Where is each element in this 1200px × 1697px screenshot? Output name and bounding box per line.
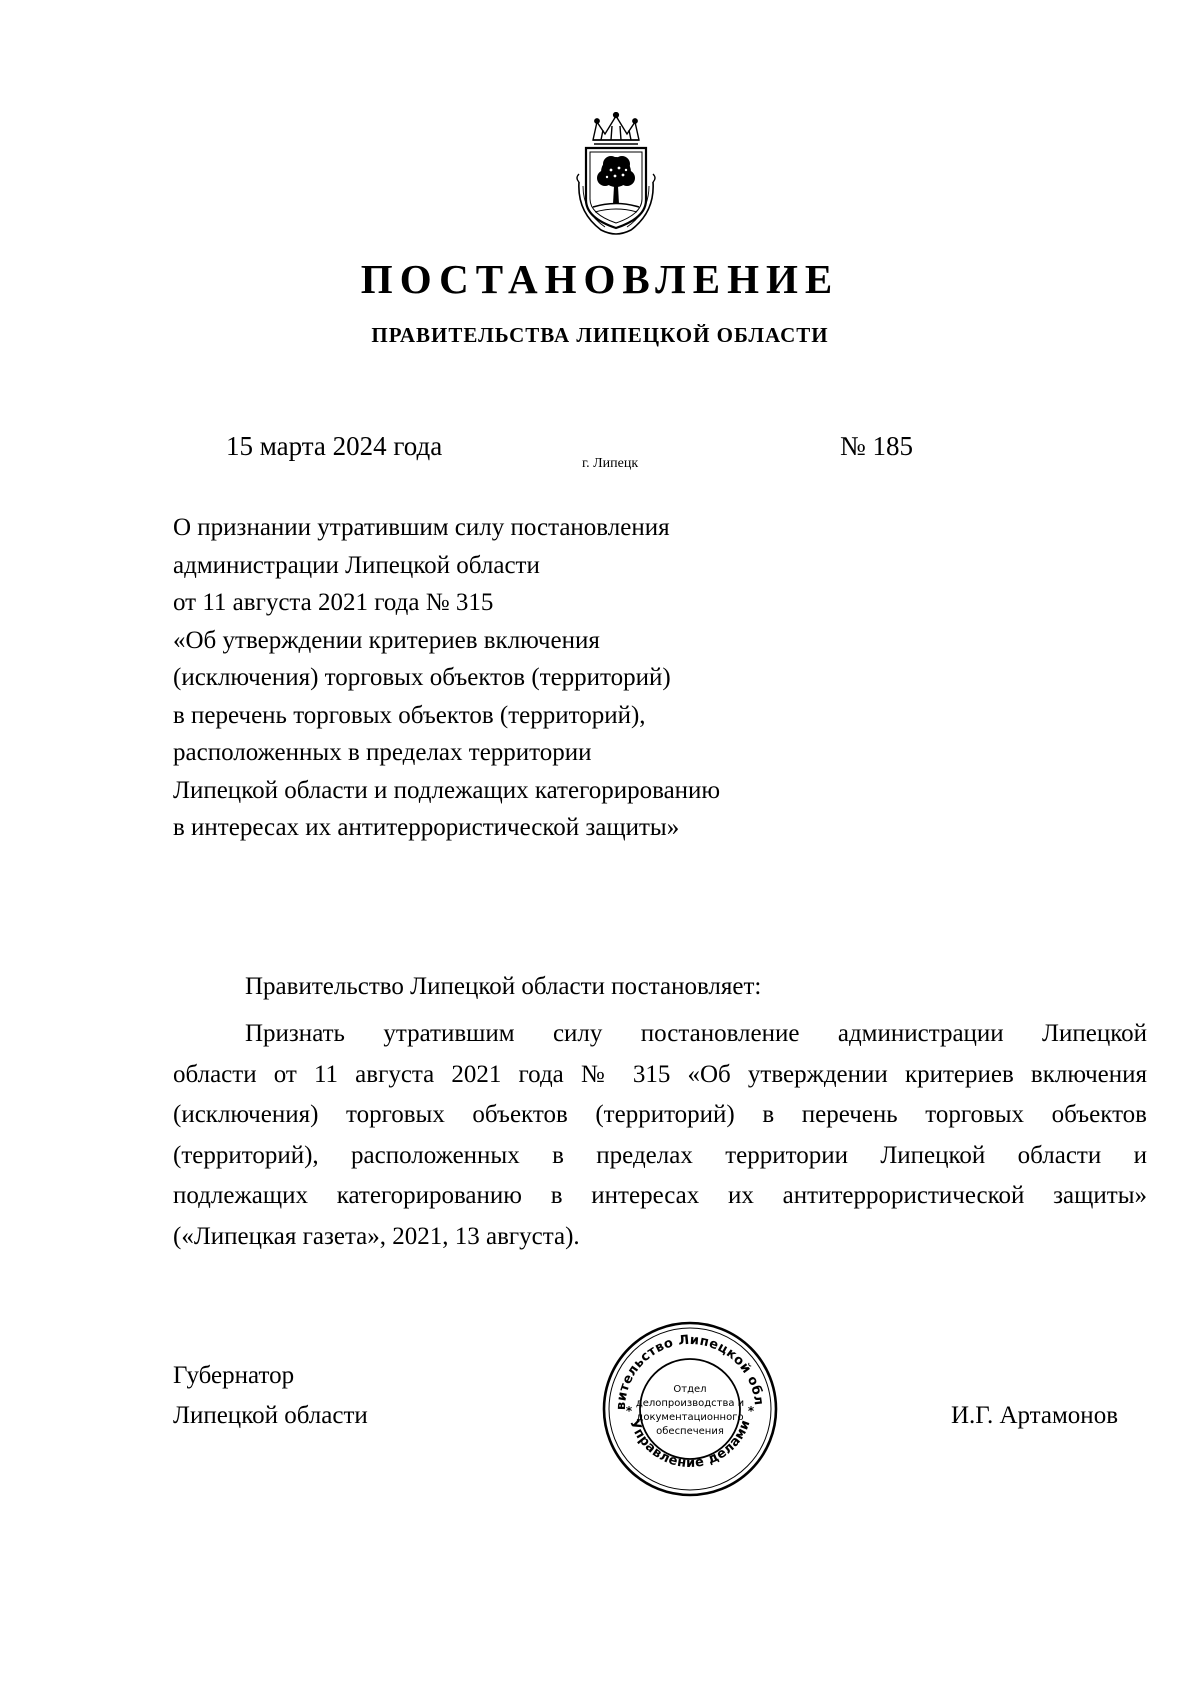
body-paragraph — [173, 1014, 1147, 1258]
subject-line: от 11 августа 2021 года № 315 — [173, 589, 494, 616]
document-type-heading: ПОСТАНОВЛЕНИЕ — [360, 256, 840, 302]
document-subject — [173, 509, 853, 847]
body-line: («Липецкая газета», 2021, 13 августа). — [173, 1222, 580, 1250]
signer-title-line: Липецкой области — [173, 1402, 368, 1429]
svg-text:*: * — [625, 1404, 633, 1418]
document-number: № 185 — [840, 431, 914, 461]
seal-inner-line: делопроизводства и — [635, 1398, 745, 1409]
seal-inner-line: Отдел — [673, 1384, 707, 1395]
svg-text:*: * — [747, 1404, 755, 1418]
subject-line: администрации Липецкой области — [173, 551, 540, 579]
coat-of-arms-icon — [571, 112, 661, 238]
signer-title — [173, 1356, 368, 1436]
signer-name: И.Г. Артамонов — [951, 1402, 1118, 1429]
signer-title-line: Губернатор — [173, 1362, 295, 1389]
seal-outer-top-text: вительство Липецкой обл — [613, 1332, 767, 1411]
document-issuer-heading: ПРАВИТЕЛЬСТВА ЛИПЕЦКОЙ ОБЛАСТИ — [371, 323, 829, 347]
seal-outer-bottom-text: Управление делами — [626, 1417, 754, 1472]
body-line: (территорий), расположенных в пределах территории Липецкой области и — [173, 1141, 1147, 1169]
document-city: г. Липецк — [582, 456, 639, 471]
subject-line: Липецкой области и подлежащих категорированию — [173, 776, 721, 804]
seal-inner-line: обеспечения — [656, 1426, 724, 1437]
svg-text:Правительство Липецкой области — [601, 1320, 766, 1410]
subject-line: (исключения) торговых объектов (территорий) — [173, 664, 671, 691]
official-seal-stamp — [601, 1320, 779, 1498]
subject-line: в перечень торговых объектов (территорий), — [173, 701, 646, 729]
subject-line: расположенных в пределах территории — [173, 739, 592, 766]
subject-line: «Об утверждении критериев включения — [173, 626, 600, 654]
seal-inner-line: документационного — [636, 1412, 744, 1423]
body-preamble: Правительство Липецкой области постановляет: — [245, 973, 762, 1000]
body-line: подлежащих категорированию в интересах их антитеррористической защиты» — [173, 1182, 1147, 1210]
document-date: 15 марта 2024 года — [226, 431, 443, 461]
subject-line: в интересах их антитеррористической защиты» — [173, 814, 680, 841]
subject-line: О признании утратившим силу постановления — [173, 514, 670, 541]
body-line: области от 11 августа 2021 года № 315 «Об утверждении критериев включения — [173, 1060, 1147, 1088]
body-line: Признать утратившим силу постановление администрации Липецкой — [245, 1020, 1147, 1047]
body-line: (исключения) торговых объектов (территорий) в перечень торговых объектов — [173, 1101, 1147, 1129]
